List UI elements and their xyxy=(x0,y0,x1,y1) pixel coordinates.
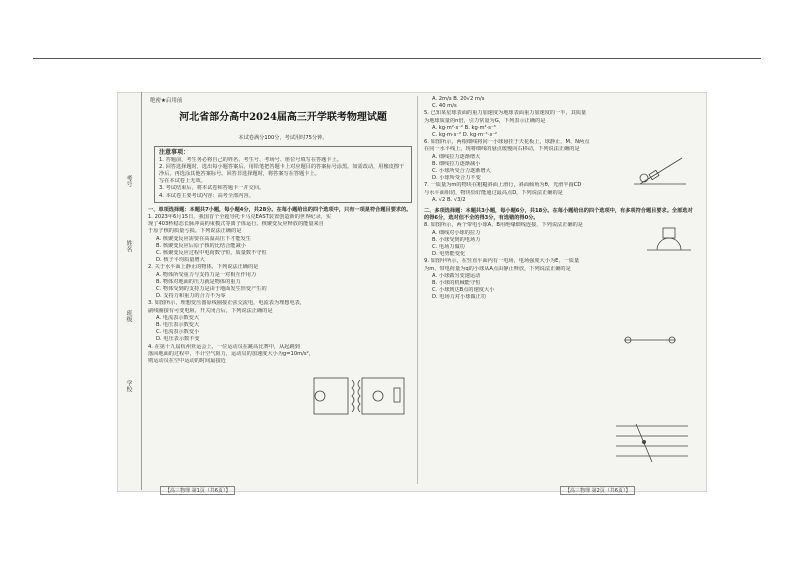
option-line: A. kg·m²·s⁻² B. kg·m²·s⁻³ xyxy=(432,124,496,131)
option-line: A. 2m/s B. 20√2 m/s xyxy=(432,96,485,102)
option-line: B. 小球受到的电场力 xyxy=(432,236,481,243)
charged-balls-figure xyxy=(620,330,680,350)
notice-item: 3. 考试结束后，将本试卷和答题卡一并交回。 xyxy=(159,185,265,192)
question-line: 副线圈接有可变电阻，开关闭合后，下列说法正确的是 xyxy=(148,307,273,314)
notice-item: 2. 回答选择题时，选出每小题答案后，用铅笔把答题卡上对应题目的答案标号涂黑。如需改动，用橡皮擦干净后，再选涂其他答案标号。回答非选择题时，将答案写在答题卡上。 xyxy=(159,163,405,178)
notice-box xyxy=(154,146,412,202)
question-line: 5. 已知某星球表面的重力加速度为地球表面重力加速度的一半，其质量 xyxy=(424,110,587,117)
exam-info: 本试卷满分100分，考试用时75分钟。 xyxy=(238,135,328,142)
question-line: 9. 如图甲所示，在竖直平面内有一电场，电场强度大小为E，一质量 xyxy=(424,258,580,265)
question-line: 1. 2023年6月15日，我国首个全超导托卡马克EAST装置创造新的世界纪录，实 xyxy=(148,214,332,221)
option-line: D. 支持力和重力的合力不为零 xyxy=(156,293,226,300)
notice-item: 1. 答题前，考生务必将自己的姓名、考生号、考场号、座位号填写在答题卡上。 xyxy=(159,156,342,163)
binding-label-school: 学校 xyxy=(125,380,132,392)
binding-strip xyxy=(117,92,142,490)
electric-field-figure xyxy=(612,420,692,466)
page-title: 河北省部分高中2024届高三开学联考物理试题 xyxy=(179,112,387,124)
option-line: A. √2 B. √3/2 xyxy=(432,196,466,203)
option-line: C. 核聚变反应过程中电荷数守恒，质量数不守恒 xyxy=(156,250,267,257)
transformer-circuit-figure xyxy=(310,370,410,422)
question-line: 为地球质量的n倍，引力常量为G，下列表示正确的是 xyxy=(424,117,546,124)
option-line: C. 电流表示数变小 xyxy=(156,329,200,336)
notice-item: 写在本试卷上无效。 xyxy=(159,178,206,185)
question-line: 与水平面相切，物块恰好能通过最高点D，下列说法正确的是 xyxy=(424,189,563,196)
left-column xyxy=(148,96,418,484)
section-heading: 二、多项选择题：本题共3小题，每小题6分，共18分。在每小题给出的四个选项中，有多项符合题目要求。全部选对的得6分，选对但不全的得3分，有选错的得0分。 xyxy=(424,208,693,222)
question-line: 2. 关于水平面上静止的物体，下列说法正确的是 xyxy=(148,264,259,271)
option-line: A. 细线拉力逐渐增大 xyxy=(432,153,481,160)
page-footer-left: 【高三物理 第1页（共6页）】 xyxy=(160,486,235,495)
option-line: C. 物体受到的支持力是由于地面发生形变产生的 xyxy=(156,286,267,293)
option-line: A. 小球做匀变速运动 xyxy=(432,272,481,279)
notice-title: 注意事项： xyxy=(159,149,190,157)
top-rule xyxy=(33,58,761,59)
option-line: B. 电压表示数变大 xyxy=(156,322,200,329)
binding-label-exam-no: 考号 xyxy=(125,175,132,187)
option-line: C. 小球到达B点的速度大小 xyxy=(432,287,495,294)
question-line: 则运动员在空中运动的时间最接近 xyxy=(148,358,226,365)
option-line: B. 核聚变反应后原子核的比结合能减小 xyxy=(156,242,246,249)
notice-item: 4. 本试卷主要考试内容：高考全部内容。 xyxy=(159,192,254,199)
option-line: C. 40 m/s xyxy=(432,103,457,110)
binding-label-name: 姓名 xyxy=(125,240,132,252)
question-line: 于原子核的质量亏损。下列说法正确的是 xyxy=(148,228,242,235)
page-footer-right: 【高三物理 第2页（共6页）】 xyxy=(560,486,635,495)
question-line: 4. 在第十九届杭州亚运会上，一位运动员在跳高比赛中，从起跳到 xyxy=(148,343,300,350)
question-line: 在同一水平线上，现将细线的悬点缓慢向右移动，下列说法正确的是 xyxy=(424,146,580,153)
option-line: B. 物体对地面的压力就是物体的重力 xyxy=(156,278,241,285)
option-line: A. 细线对小球的拉力 xyxy=(432,229,481,236)
question-line: 3. 如图所示，理想变压器原线圈接正弦交流电，电流表为理想电表， xyxy=(148,300,306,307)
option-line: A. 核聚变反应需要在高温高压下才能发生 xyxy=(156,235,251,242)
option-line: C. 电场力做功 xyxy=(432,244,465,251)
incline-figure xyxy=(630,150,690,190)
question-line: 8. 如图所示，两个带电小球A、B用绝缘细线连接，下列说法正确的是 xyxy=(424,222,583,229)
semicircle-track-figure xyxy=(645,222,693,254)
secret-label: 绝密★启用前 xyxy=(150,98,183,104)
question-line: 现了403秒稳态长脉冲高约束模式等离子体运行。核聚变反应释放的能量来自 xyxy=(148,221,324,228)
option-line: D. 小球所受合力不变 xyxy=(432,175,481,182)
question-line: 7. 一质量为m的物块在粗糙斜面上滑行，斜面倾角为θ，光滑半圆CD xyxy=(424,182,582,189)
option-line: B. 细线拉力逐渐减小 xyxy=(432,160,481,167)
question-line: 6. 如图所示，两根细线将同一小球悬挂于天花板上，球静止，M、N两点 xyxy=(424,139,590,146)
option-line: C. kg·m·s⁻² D. kg·m⁻¹·s⁻² xyxy=(432,132,498,139)
question-line: 落回地面的过程中，不计空气阻力，运动员的加速度大小为g=10m/s²， xyxy=(148,350,314,357)
option-line: B. 小球的机械能守恒 xyxy=(432,280,481,287)
option-line: D. 电势能变化 xyxy=(432,251,466,258)
section-heading: 一、单项选择题：本题共7小题，每小题4分，共28分。在每小题给出的四个选项中，只有一项是符合题目要求的。 xyxy=(148,206,412,213)
option-line: A. 物体所受重力与支持力是一对相互作用力 xyxy=(156,271,257,278)
option-line: C. 小球所受合力逐渐增大 xyxy=(432,168,491,175)
option-line: D. 电场力对小球做正功 xyxy=(432,294,486,301)
binding-label-class: 班级 xyxy=(125,310,132,322)
option-line: D. 电压表示数不变 xyxy=(156,336,200,343)
option-line: D. 核子平均质量增大 xyxy=(156,257,205,264)
question-line: 为m、带电荷量为q的小球从A点由静止释放，下列说法正确的是 xyxy=(424,265,571,272)
option-line: A. 电流表示数变大 xyxy=(156,314,200,321)
